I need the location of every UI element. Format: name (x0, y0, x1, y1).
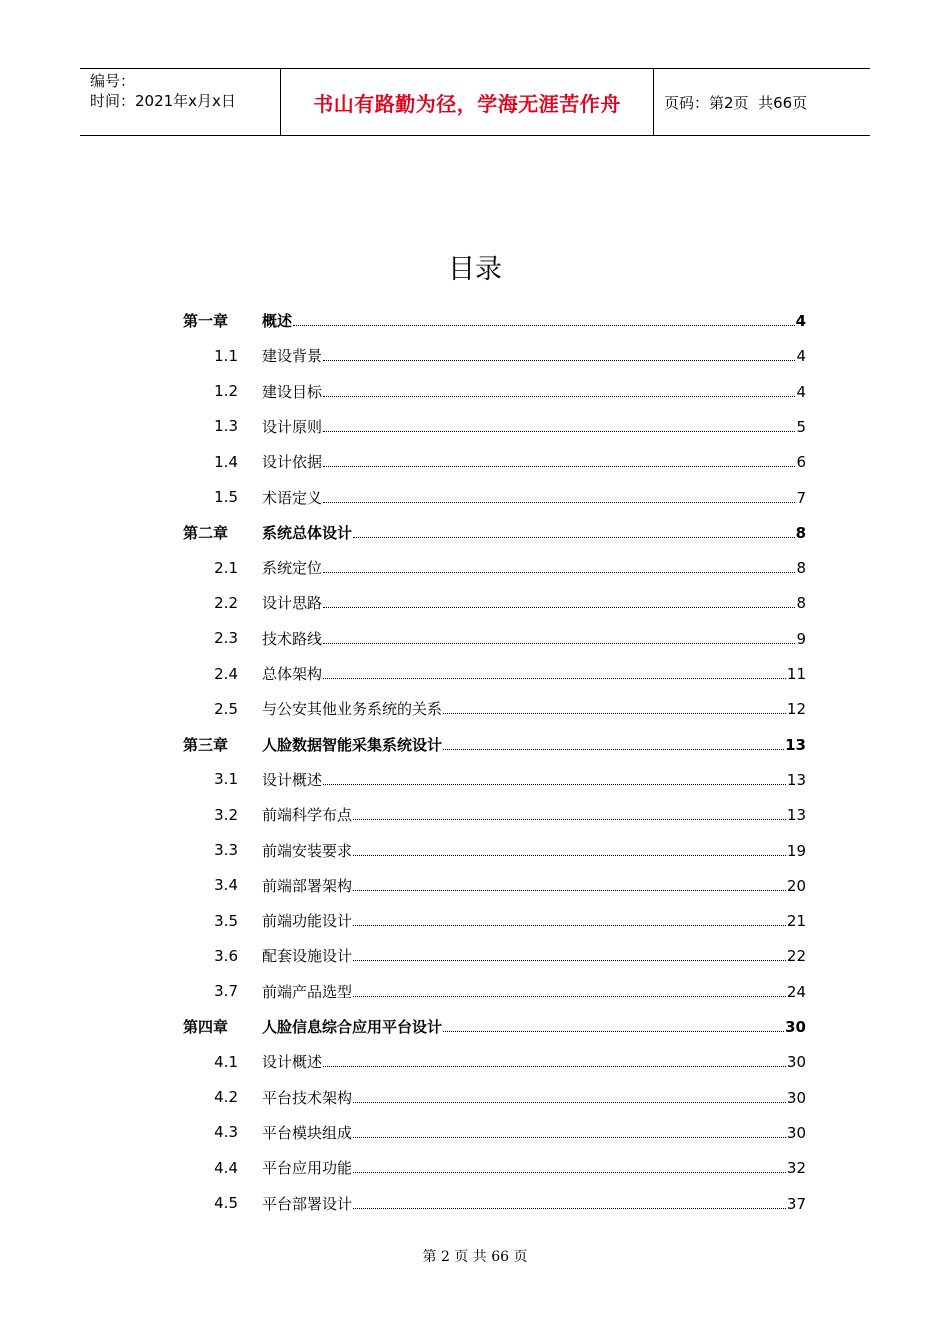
toc-entry-line (262, 698, 806, 719)
toc-entry-number: 3.4 (214, 876, 238, 895)
header-page-info (654, 69, 870, 135)
toc-entry-page-number: 4 (795, 312, 806, 330)
toc-dot-leader (323, 1066, 786, 1067)
toc-dot-leader (323, 678, 786, 679)
toc-chapter-entry[interactable] (0, 303, 950, 338)
toc-entry-number: 3.1 (214, 770, 238, 789)
toc-entry-line (262, 663, 806, 684)
toc-entry-label: 前端安装要求 (262, 841, 353, 860)
toc-entry-page-number: 24 (786, 982, 806, 1001)
toc-dot-leader (323, 360, 795, 361)
toc-entry-number: 1.2 (214, 382, 238, 401)
toc-entry-label: 建设目标 (262, 382, 323, 401)
toc-dot-leader (323, 784, 786, 785)
toc-entry-label: 技术路线 (262, 629, 323, 648)
toc-entry-page-number: 8 (796, 594, 806, 613)
toc-entry-number: 1.1 (214, 346, 238, 365)
toc-entry-line (262, 557, 806, 578)
toc-entry-number: 3.6 (214, 946, 238, 965)
toc-entry-number: 3.2 (214, 805, 238, 824)
toc-entry-line (262, 592, 806, 613)
toc-dot-leader (323, 431, 795, 432)
toc-entry-label: 平台模块组成 (262, 1123, 353, 1142)
toc-entry-line (262, 840, 806, 861)
toc-entry-label: 前端科学布点 (262, 806, 353, 825)
toc-section-entry[interactable] (0, 797, 950, 832)
toc-entry-page-number: 6 (796, 453, 806, 472)
toc-entry-line (262, 522, 806, 543)
motto-text: 书山有路勤为径，学海无涯苦作舟 (313, 91, 621, 116)
toc-entry-number: 第一章 (182, 312, 228, 330)
toc-entry-number: 3.7 (214, 982, 238, 1001)
toc-title: 目录 (448, 254, 502, 285)
toc-dot-leader (443, 749, 784, 750)
toc-dot-leader (353, 537, 795, 538)
toc-section-entry[interactable] (0, 656, 950, 691)
toc-section-entry[interactable] (0, 338, 950, 373)
toc-entry-page-number: 32 (786, 1159, 806, 1178)
toc-section-entry[interactable] (0, 1044, 950, 1079)
toc-dot-leader (353, 1102, 786, 1103)
toc-dot-leader (323, 502, 795, 503)
toc-entry-page-number: 4 (796, 347, 806, 366)
page-footer: 第 2 页 共 66 页 (422, 1249, 528, 1265)
toc-dot-leader (293, 325, 795, 326)
toc-entry-line (262, 875, 806, 896)
toc-entry-label: 前端产品选型 (262, 982, 353, 1001)
toc-entry-page-number: 30 (786, 1088, 806, 1107)
toc-entry-number: 4.1 (214, 1052, 238, 1071)
toc-entry-page-number: 4 (796, 382, 806, 401)
toc-section-entry[interactable] (0, 1186, 950, 1221)
toc-entry-page-number: 5 (796, 417, 806, 436)
toc-entry-label: 系统总体设计 (262, 523, 353, 542)
toc-entry-page-number: 13 (785, 735, 806, 754)
toc-entry-label: 设计思路 (262, 594, 323, 613)
toc-entry-number: 1.5 (214, 488, 238, 506)
toc-entry-page-number: 37 (786, 1194, 806, 1213)
toc-entry-number: 2.1 (214, 558, 238, 577)
toc-entry-page-number: 30 (786, 1053, 806, 1072)
toc-entry-line (262, 1122, 806, 1143)
toc-entry-page-number: 30 (786, 1123, 806, 1142)
toc-entry-line (262, 310, 806, 331)
toc-dot-leader (353, 925, 786, 926)
toc-entry-number: 1.3 (214, 417, 238, 436)
toc-entry-page-number: 20 (786, 876, 806, 895)
toc-section-entry[interactable] (0, 444, 950, 479)
toc-section-entry[interactable] (0, 938, 950, 973)
toc-entry-page-number: 22 (786, 947, 806, 966)
toc-entry-label: 平台技术架构 (262, 1088, 353, 1107)
toc-dot-leader (353, 855, 786, 856)
toc-dot-leader (353, 1172, 786, 1173)
toc-entry-label: 总体架构 (262, 665, 323, 683)
toc-chapter-entry[interactable] (0, 727, 950, 762)
toc-chapter-entry[interactable] (0, 1009, 950, 1044)
toc-entry-page-number: 11 (786, 665, 806, 683)
toc-section-entry[interactable] (0, 762, 950, 797)
toc-entry-line (262, 1157, 806, 1178)
toc-dot-leader (323, 466, 795, 467)
toc-entry-line (262, 628, 806, 649)
toc-entry-label: 设计概述 (262, 1053, 323, 1072)
toc-entry-line (262, 487, 806, 508)
toc-entry-label: 设计依据 (262, 453, 323, 472)
toc-entry-label: 人脸数据智能采集系统设计 (262, 735, 443, 754)
toc-entry-label: 术语定义 (262, 488, 323, 507)
toc-section-entry[interactable] (0, 1150, 950, 1185)
toc-entry-number: 4.2 (214, 1088, 238, 1107)
toc-dot-leader (353, 960, 786, 961)
toc-section-entry[interactable] (0, 903, 950, 938)
toc-section-entry[interactable] (0, 974, 950, 1009)
toc-entry-number: 第三章 (182, 735, 228, 754)
toc-section-entry[interactable] (0, 868, 950, 903)
toc-entry-line (262, 381, 806, 402)
toc-dot-leader (353, 819, 786, 820)
toc-entry-page-number: 19 (786, 841, 806, 860)
toc-dot-leader (323, 396, 795, 397)
toc-dot-leader (323, 643, 795, 644)
toc-dot-leader (443, 713, 786, 714)
toc-section-entry[interactable] (0, 833, 950, 868)
toc-entry-page-number: 13 (786, 806, 806, 825)
toc-entry-page-number: 13 (786, 770, 806, 789)
toc-entry-number: 第四章 (182, 1018, 228, 1036)
toc-entry-line (262, 945, 806, 966)
toc-entry-line (262, 345, 806, 366)
toc-section-entry[interactable] (0, 585, 950, 620)
toc-entry-line (262, 804, 806, 825)
toc-entry-label: 人脸信息综合应用平台设计 (262, 1018, 443, 1036)
toc-entry-page-number: 8 (796, 559, 806, 578)
toc-entry-label: 前端部署架构 (262, 876, 353, 895)
toc-dot-leader (353, 890, 786, 891)
toc-section-entry[interactable] (0, 1115, 950, 1150)
toc-entry-label: 建设背景 (262, 347, 323, 366)
toc-entry-line (262, 1087, 806, 1108)
toc-entry-number: 3.3 (214, 841, 238, 859)
toc-entry-page-number: 30 (785, 1018, 806, 1036)
toc-entry-number: 2.2 (214, 593, 238, 612)
toc-entry-label: 前端功能设计 (262, 912, 353, 931)
toc-dot-leader (323, 572, 795, 573)
toc-entry-line (262, 769, 806, 790)
toc-section-entry[interactable] (0, 1080, 950, 1115)
toc-entry-line (262, 1016, 806, 1037)
document-number-label: 编号： (90, 72, 136, 90)
toc-entry-number: 2.4 (214, 664, 238, 683)
header-meta (80, 69, 281, 135)
toc-dot-leader (353, 1208, 786, 1209)
header-motto (281, 69, 654, 135)
toc-entry-label: 与公安其他业务系统的关系 (262, 700, 443, 719)
toc-dot-leader (353, 1137, 786, 1138)
toc-section-entry[interactable] (0, 480, 950, 515)
toc-section-entry[interactable] (0, 621, 950, 656)
toc-entry-page-number: 8 (795, 523, 806, 542)
toc-dot-leader (323, 607, 795, 608)
page-header (80, 68, 870, 136)
toc-entry-label: 平台部署设计 (262, 1194, 353, 1213)
toc-entry-number: 4.4 (214, 1158, 238, 1177)
document-time-label: 时间：2021年x月x日 (90, 92, 236, 110)
toc-entry-line (262, 910, 806, 931)
toc-entry-label: 设计概述 (262, 770, 323, 789)
toc-entry-page-number: 7 (796, 488, 806, 507)
toc-entry-label: 配套设施设计 (262, 947, 353, 966)
toc-chapter-entry[interactable] (0, 515, 950, 550)
toc-entry-line (262, 451, 806, 472)
toc-entry-number: 2.5 (214, 699, 238, 718)
toc-entry-line (262, 1193, 806, 1214)
toc-entry-label: 概述 (262, 312, 293, 330)
toc-entry-line (262, 1051, 806, 1072)
toc-section-entry[interactable] (0, 374, 950, 409)
toc-entry-line (262, 981, 806, 1002)
toc-entry-page-number: 21 (786, 912, 806, 931)
toc-section-entry[interactable] (0, 409, 950, 444)
toc-section-entry[interactable] (0, 550, 950, 585)
toc-entry-number: 第二章 (182, 523, 228, 542)
toc-entry-line (262, 734, 806, 755)
toc-entry-line (262, 416, 806, 437)
toc-entry-number: 3.5 (214, 911, 238, 930)
toc-entry-number: 2.3 (214, 629, 238, 648)
toc-entry-page-number: 9 (796, 629, 806, 648)
toc-entry-number: 1.4 (214, 452, 238, 471)
toc-entry-label: 设计原则 (262, 417, 323, 436)
toc-entry-number: 4.5 (214, 1194, 238, 1212)
toc-entry-label: 系统定位 (262, 559, 323, 578)
toc-dot-leader (443, 1031, 784, 1032)
toc-entry-page-number: 12 (786, 700, 806, 719)
toc-section-entry[interactable] (0, 691, 950, 726)
toc-entry-label: 平台应用功能 (262, 1159, 353, 1178)
toc-entry-number: 4.3 (214, 1123, 238, 1142)
page-info-text: 页码：第2页 共66页 (664, 93, 808, 112)
toc-dot-leader (353, 996, 786, 997)
